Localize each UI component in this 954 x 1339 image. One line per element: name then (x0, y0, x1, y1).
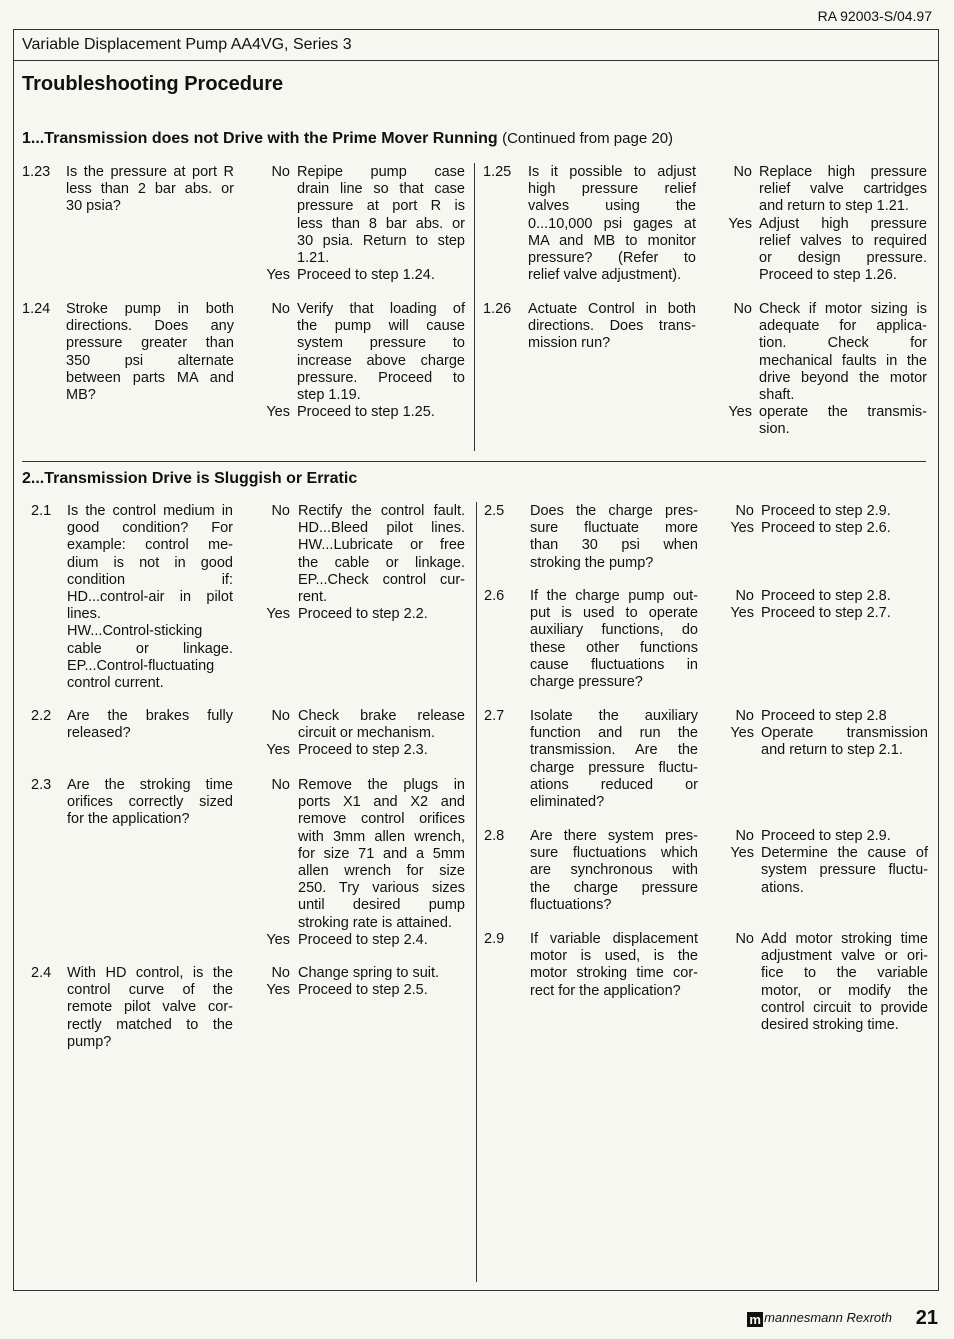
action-line: Check brake release (298, 708, 465, 724)
action-line: ports X1 and X2 and (298, 794, 465, 811)
action-line: adjustment valve or ori- (761, 948, 928, 965)
question-line: less than 2 bar abs. or (66, 181, 234, 198)
question-line: eliminated? (530, 794, 605, 811)
question-line: lines. (67, 606, 101, 623)
question-line: stroking the pump? (530, 554, 654, 571)
step-number: 2.5 (484, 503, 505, 519)
action-line: Adjust high pressure (759, 215, 927, 232)
no-action (761, 708, 928, 725)
action-line: the cable or linkage. (298, 554, 465, 571)
no-label: No (271, 777, 290, 793)
step-question (530, 931, 698, 1000)
question-line: motor stroking time cor- (530, 965, 698, 982)
action-line: rent. (298, 589, 328, 606)
question-line: HD...control-air in pilot (67, 589, 233, 606)
question-line: released? (67, 725, 131, 742)
question-line: pump? (67, 1033, 112, 1050)
question-line: good condition? For (67, 520, 233, 537)
action-line: desired stroking time. (761, 1017, 899, 1034)
yes-action (759, 216, 927, 285)
step-number: 2.4 (31, 965, 52, 981)
question-line: directions. Does any (66, 318, 234, 335)
action-line: motor, or modify the (761, 982, 928, 999)
question-line: control curve of the (67, 982, 233, 999)
no-label: No (271, 301, 290, 317)
action-line: 1.21. (297, 250, 330, 267)
no-action (298, 965, 465, 982)
action-line: Repipe pump case (297, 164, 465, 180)
question-line: MB? (66, 387, 96, 404)
no-label: No (735, 931, 754, 947)
question-line: orifices correctly sized (67, 794, 233, 811)
question-line: rect for the application? (530, 982, 681, 999)
step-question (528, 301, 696, 353)
page-number: 21 (915, 1307, 938, 1329)
step-question (530, 588, 698, 691)
action-line: step 1.19. (297, 387, 361, 404)
yes-action (298, 606, 465, 623)
action-line: control circuit to provide (761, 999, 928, 1016)
no-label: No (733, 301, 752, 317)
yes-action (298, 982, 465, 999)
question-line: directions. Does trans- (528, 318, 696, 335)
question-line: auxiliary functions, do (530, 622, 698, 639)
step-number: 1.25 (483, 164, 512, 180)
question-line: control current. (67, 675, 164, 692)
action-line: system pressure to (297, 335, 465, 352)
yes-label: Yes (728, 215, 752, 232)
question-line: are synchronous with (530, 862, 698, 879)
question-line: sure fluctuate more (530, 520, 698, 537)
yes-label: Yes (266, 931, 290, 948)
no-label: No (735, 503, 754, 519)
question-line: fluctuations? (530, 896, 612, 913)
no-action (761, 503, 928, 520)
action-line: Proceed to step 1.25. (297, 404, 435, 421)
action-line: Verify that loading of (297, 301, 465, 317)
section-2-heading: 2...Transmission Drive is Sluggish or Erratic (22, 470, 358, 487)
step-question (67, 708, 233, 742)
question-line: MA and MB to monitor (528, 232, 696, 249)
action-line: 30 psia. Return to step (297, 232, 465, 249)
question-line: pressure? (Refer to (528, 250, 696, 267)
action-line: Check if motor sizing is (759, 301, 927, 317)
question-line: condition if: (67, 571, 233, 588)
action-line: Change spring to suit. (298, 965, 440, 981)
action-line: tion. Check for (759, 335, 927, 352)
action-line: less than 8 bar abs. or (297, 215, 465, 232)
yes-action (761, 845, 928, 897)
action-line: ations. (761, 879, 804, 896)
no-action (761, 828, 928, 845)
action-line: shaft. (759, 387, 795, 404)
section-1-continued-note: (Continued from page 20) (502, 130, 674, 147)
action-line: increase above charge (297, 352, 465, 369)
question-line: If the charge pump out- (530, 588, 698, 604)
action-line: HW...Lubricate or free (298, 537, 465, 554)
question-line: example: control me- (67, 537, 233, 554)
step-number: 1.24 (22, 301, 51, 317)
question-line: With HD control, is the (67, 965, 233, 981)
question-line: Are there system pres- (530, 828, 698, 844)
question-line: Are the brakes fully (67, 708, 233, 724)
action-line: pressure at port R is (297, 198, 465, 215)
section-1-heading (22, 130, 673, 148)
question-line: EP...Control-fluctuating (67, 657, 215, 674)
step-question (530, 503, 698, 572)
action-line: Proceed to step 2.4. (298, 931, 428, 948)
yes-label: Yes (730, 845, 754, 862)
action-line: allen wrench for size (298, 863, 465, 880)
question-line: 0...10,000 psi gages at (528, 215, 696, 232)
logo-mark: m (747, 1312, 763, 1327)
step-question (67, 503, 233, 692)
no-action (298, 777, 465, 932)
step-number: 2.6 (484, 588, 505, 604)
no-label: No (735, 588, 754, 604)
question-line: than 30 psi when (530, 537, 698, 554)
yes-action (761, 725, 928, 759)
product-name: Variable Displacement Pump AA4VG, Series 3 (22, 36, 352, 53)
question-line: Is it possible to adjust (528, 164, 696, 180)
no-action (297, 164, 465, 267)
question-line: Is the pressure at port R (66, 164, 234, 180)
yes-label: Yes (266, 606, 290, 623)
step-number: 2.8 (484, 828, 505, 844)
page-title: Troubleshooting Procedure (22, 73, 284, 95)
action-line: HD...Bleed pilot lines. (298, 520, 465, 537)
column-divider-section-2 (476, 502, 477, 1282)
section-divider (22, 461, 926, 462)
yes-action (298, 932, 465, 949)
action-line: Proceed to step 2.9. (761, 828, 891, 844)
question-line: pressure greater than (66, 335, 234, 352)
step-number: 2.7 (484, 708, 505, 724)
action-line: or design pressure. (759, 250, 927, 266)
no-action (298, 503, 465, 606)
action-line: drive beyond the motor (759, 369, 927, 386)
step-number: 2.3 (31, 777, 52, 793)
question-line: If variable displacement (530, 931, 698, 947)
action-line: and return to step 1.21. (759, 198, 909, 215)
step-question (67, 965, 233, 1051)
action-line: Proceed to step 2.8. (761, 588, 891, 604)
action-line: adequate for applica- (759, 318, 927, 335)
step-number: 2.9 (484, 931, 505, 947)
step-number: 1.26 (483, 301, 512, 317)
step-question (67, 777, 233, 829)
question-line: mission run? (528, 335, 611, 352)
yes-action (759, 404, 927, 438)
action-line: stroking rate is attained. (298, 914, 452, 931)
yes-label: Yes (730, 725, 754, 742)
yes-label: Yes (266, 982, 290, 999)
no-action (298, 708, 465, 742)
action-line: Proceed to step 2.6. (761, 520, 891, 537)
column-divider-section-1 (474, 163, 475, 451)
action-line: drain line so that case (297, 181, 465, 198)
action-line: Proceed to step 2.7. (761, 605, 891, 622)
yes-action (297, 267, 465, 284)
action-line: system pressure fluctu- (761, 862, 928, 879)
no-label: No (271, 503, 290, 519)
action-line: mechanical faults in the (759, 352, 927, 369)
no-action (759, 301, 927, 404)
no-action (759, 164, 927, 216)
action-line: remove control orifices (298, 811, 465, 828)
step-question (528, 164, 696, 284)
section-1-title: 1...Transmission does not Drive with the Prime Mover Running (22, 130, 498, 147)
question-line: rectly matched to the (67, 1016, 233, 1033)
question-line: Are the stroking time (67, 777, 233, 793)
action-line: relief valves to required (759, 232, 927, 249)
question-line: between parts MA and (66, 369, 234, 386)
question-line: dium is not in good (67, 554, 233, 571)
action-line: Add motor stroking time (761, 931, 928, 947)
yes-action (298, 742, 465, 759)
question-line: motor is used, is the (530, 948, 698, 965)
question-line: 350 psi alternate (66, 352, 234, 369)
action-line: the pump will cause (297, 318, 465, 335)
action-line: Determine the cause of (761, 845, 928, 862)
question-line: valves using the (528, 198, 696, 215)
action-line: pressure. Proceed to (297, 369, 465, 386)
no-action (761, 931, 928, 1034)
step-question (66, 301, 234, 404)
action-line: 250. Try various sizes (298, 880, 465, 897)
action-line: circuit or mechanism. (298, 725, 435, 742)
action-line: with 3mm allen wrench, (298, 828, 465, 845)
yes-label: Yes (730, 605, 754, 622)
action-line: EP...Check control cur- (298, 571, 465, 588)
step-number: 1.23 (22, 164, 51, 180)
question-line: function and run the (530, 725, 698, 742)
no-label: No (735, 828, 754, 844)
action-line: operate the transmis- (759, 404, 927, 421)
step-number: 2.2 (31, 708, 52, 724)
yes-label: Yes (266, 267, 290, 284)
action-line: Proceed to step 2.8 (761, 708, 887, 724)
question-line: Does the charge pres- (530, 503, 698, 519)
action-line: Proceed to step 1.26. (759, 267, 897, 284)
question-line: ations reduced or (530, 776, 698, 793)
question-line: the charge pressure (530, 879, 698, 896)
question-line: high pressure relief (528, 181, 696, 198)
yes-label: Yes (730, 520, 754, 537)
question-line: cable or linkage. (67, 640, 233, 657)
action-line: Proceed to step 2.3. (298, 742, 428, 759)
question-line: for the application? (67, 811, 190, 828)
question-line: 30 psia? (66, 198, 121, 215)
no-label: No (271, 708, 290, 724)
yes-label: Yes (266, 742, 290, 759)
question-line: Actuate Control in both (528, 301, 696, 317)
no-action (297, 301, 465, 404)
step-question (66, 164, 234, 216)
logo-text: mannesmann Rexroth (764, 1310, 892, 1325)
brand-logo (747, 1310, 892, 1327)
action-line: relief valve cartridges (759, 181, 927, 198)
question-line: relief valve adjustment). (528, 267, 682, 284)
no-label: No (271, 965, 290, 981)
question-line: Stroke pump in both (66, 301, 234, 317)
question-line: charge pressure fluctu- (530, 759, 698, 776)
action-line: Operate transmission (761, 725, 928, 742)
step-number: 2.1 (31, 503, 52, 519)
action-line: Proceed to step 1.24. (297, 267, 435, 284)
question-line: Is the control medium in (67, 503, 233, 519)
question-line: remote pilot valve cor- (67, 999, 233, 1016)
action-line: for size 71 and a 5mm (298, 845, 465, 862)
question-line: HW...Control-sticking (67, 623, 203, 640)
step-question (530, 828, 698, 914)
yes-action (761, 520, 928, 537)
action-line: Rectify the control fault. (298, 503, 465, 519)
question-line: these other functions (530, 639, 698, 656)
question-line: transmission. Are the (530, 742, 698, 759)
no-label: No (735, 708, 754, 724)
yes-action (761, 605, 928, 622)
action-line: fice to the variable (761, 965, 928, 982)
yes-action (297, 404, 465, 421)
action-line: Proceed to step 2.5. (298, 982, 428, 999)
question-line: put is used to operate (530, 605, 698, 622)
document-reference: RA 92003-S/04.97 (817, 8, 932, 24)
action-line: until desired pump (298, 897, 465, 914)
no-label: No (271, 164, 290, 180)
question-line: cause fluctuations in (530, 656, 698, 673)
step-question (530, 708, 698, 811)
no-action (761, 588, 928, 605)
question-line: charge pressure? (530, 674, 643, 691)
action-line: Proceed to step 2.2. (298, 606, 428, 623)
yes-label: Yes (266, 404, 290, 421)
no-label: No (733, 164, 752, 180)
question-line: Isolate the auxiliary (530, 708, 698, 724)
action-line: Replace high pressure (759, 164, 927, 180)
action-line: sion. (759, 421, 790, 438)
action-line: Remove the plugs in (298, 777, 465, 793)
yes-label: Yes (728, 404, 752, 421)
question-line: sure fluctuations which (530, 845, 698, 862)
header-divider (13, 60, 939, 61)
action-line: and return to step 2.1. (761, 742, 903, 759)
action-line: Proceed to step 2.9. (761, 503, 891, 519)
